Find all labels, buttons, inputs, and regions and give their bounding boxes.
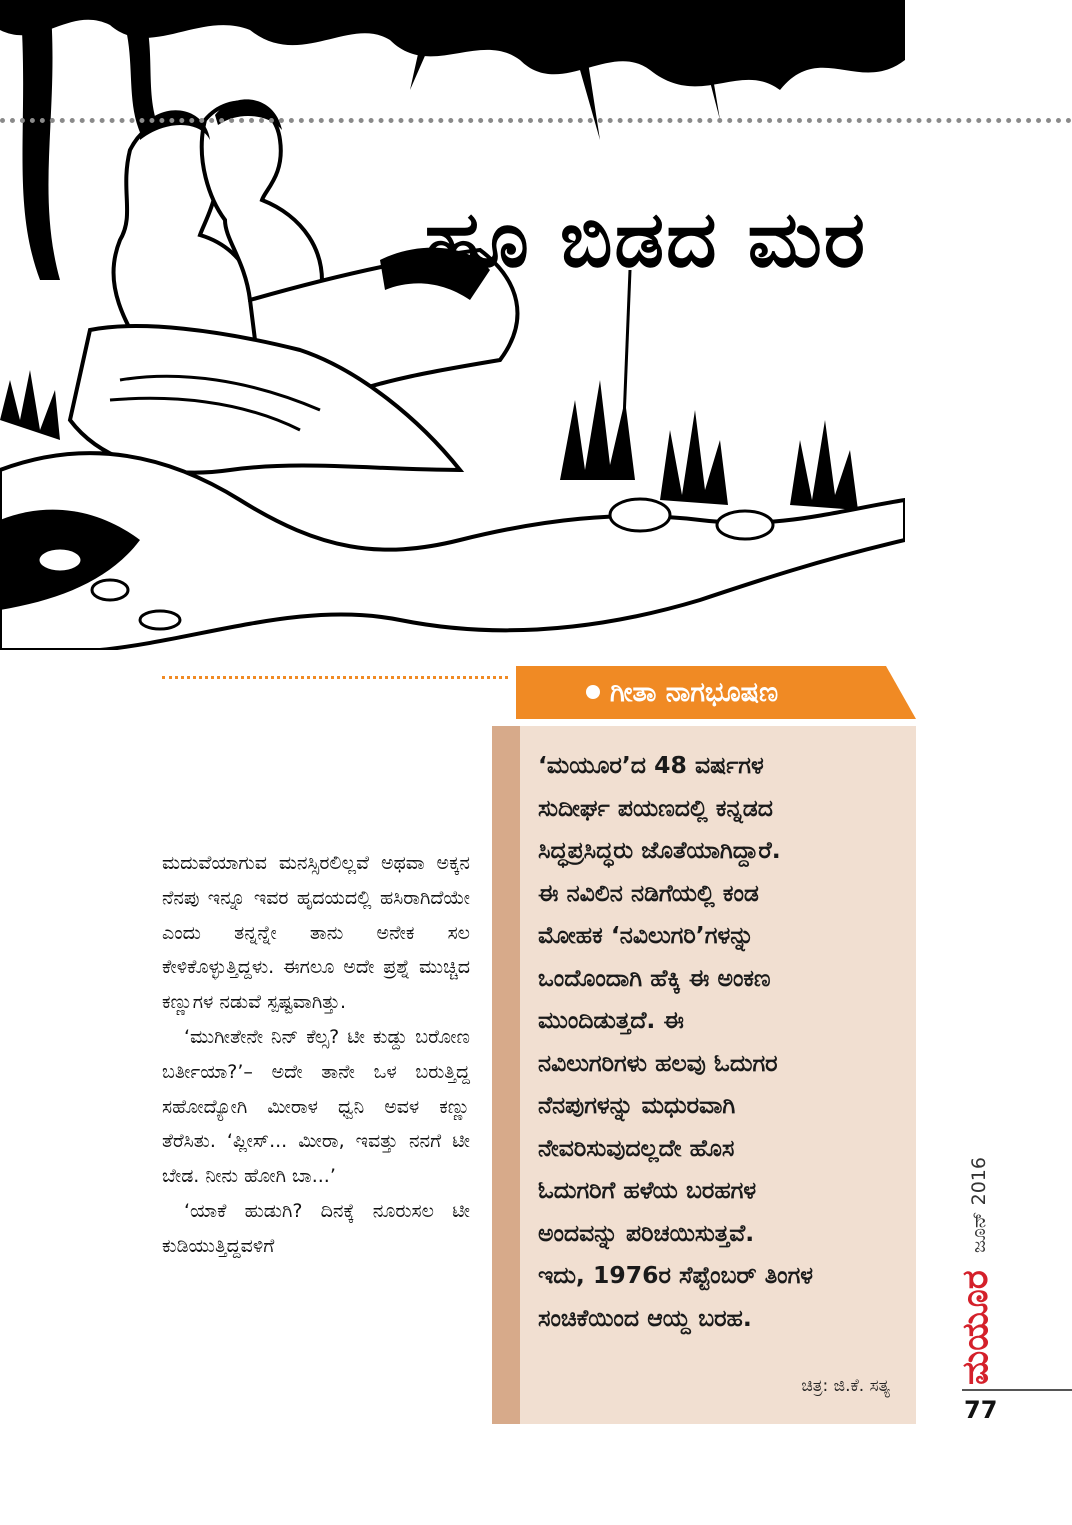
body-paragraph: ‘ಮುಗೀತೇನೇ ನಿನ್ ಕೆಲ್ಸ? ಟೀ ಕುಡ್ದು ಬರೋಣ ಬರ್ತೀಯಾ?’– ಅದೇ ತಾನೇ ಒಳ ಬರುತ್ತಿದ್ದ ಸಹೋದ್ಯೋಗಿ ಮೀರಾಳ ಧ್ವನಿ ಅವಳ ಕಣ್ಣು ತೆರೆಸಿತು. ‘ಪ್ಲೀಸ್... ಮೀರಾ, ಇವತ್ತು ನನಗೆ ಟೀ ಬೇಡ. ನೀನು ಹೋಗಿ ಬಾ...’	[162, 1025, 470, 1188]
illustration-credit: ಚಿತ್ರ: ಜಿ.ಕೆ. ಸತ್ಯ	[801, 1376, 890, 1396]
story-body	[162, 846, 470, 1264]
page-number-rule	[962, 1389, 1072, 1391]
masthead-logo-text: ಮಯೂರ	[955, 1270, 996, 1385]
intro-box-bar	[492, 726, 520, 1424]
bullet-icon	[586, 685, 600, 699]
intro-text: ‘ಮಯೂರ’ದ 48 ವರ್ಷಗಳ ಸುದೀರ್ಘ ಪಯಣದಲ್ಲಿ ಕನ್ನಡದ ಸಿದ್ಧಪ್ರಸಿದ್ಧರು ಜೊತೆಯಾಗಿದ್ದಾರೆ. ಈ ನವಿಲಿನ ನಡಿಗೆಯಲ್ಲಿ ಕಂಡ ಮೋಹಕ ‘ನವಿಲುಗರಿ’ಗಳನ್ನು ಒಂದೊಂದಾಗಿ ಹೆಕ್ಕಿ ಈ ಅಂಕಣ ಮುಂದಿಡುತ್ತದೆ. ಈ ನವಿಲುಗರಿಗಳು ಹಲವು ಓದುಗರ ನೆನಪುಗಳನ್ನು ಮಧುರವಾಗಿ ನೇವರಿಸುವುದಲ್ಲದೇ ಹೊಸ ಓದುಗರಿಗೆ ಹಳೆಯ ಬರಹಗಳ ಅಂದವನ್ನು ಪರಿಚಯಿಸುತ್ತವೆ. ಇದು, 1976ರ ಸೆಪ್ಟೆಂಬರ್ ತಿಂಗಳ ಸಂಚಿಕೆಯಿಂದ ಆಯ್ದ ಬರಹ.	[538, 751, 814, 1332]
intro-box	[492, 726, 916, 1424]
author-name	[586, 666, 778, 719]
story-illustration	[0, 0, 905, 650]
masthead-date	[968, 1130, 990, 1280]
author-name-text: ಗೀತಾ ನಾಗಭೂಷಣ	[610, 677, 779, 708]
body-paragraph: ‘ಯಾಕೆ ಹುಡುಗಿ? ದಿನಕ್ಕೆ ನೂರುಸಲ ಟೀ ಕುಡಿಯುತ್ತಿದ್ದವಳಿಗೆ	[162, 1199, 470, 1257]
masthead-logo	[952, 1270, 998, 1385]
top-dotted-rule	[0, 118, 1072, 123]
story-title: ಹೂ ಬಿಡದ ಮರ	[425, 195, 868, 285]
page-number: 77	[964, 1396, 998, 1424]
orange-dotted-rule	[162, 676, 508, 679]
body-paragraph: ಮದುವೆಯಾಗುವ ಮನಸ್ಸಿರಲಿಲ್ಲವೆ ಅಥವಾ ಅಕ್ಕನ ನೆನಪು ಇನ್ನೂ ಇವರ ಹೃದಯದಲ್ಲಿ ಹಸಿರಾಗಿದೆಯೇ ಎಂದು ತನ್ನನ್ನೇ ತಾನು ಅನೇಕ ಸಲ ಕೇಳಿಕೊಳ್ಳುತ್ತಿದ್ದಳು. ಈಗಲೂ ಅದೇ ಪ್ರಶ್ನೆ ಮುಚ್ಚಿದ ಕಣ್ಣುಗಳ ನಡುವೆ ಸ್ಪಷ್ಟವಾಗಿತ್ತು.	[162, 852, 470, 1014]
author-tab	[516, 666, 916, 719]
masthead-date-text: ಜೂನ್ 2016	[968, 1157, 990, 1254]
